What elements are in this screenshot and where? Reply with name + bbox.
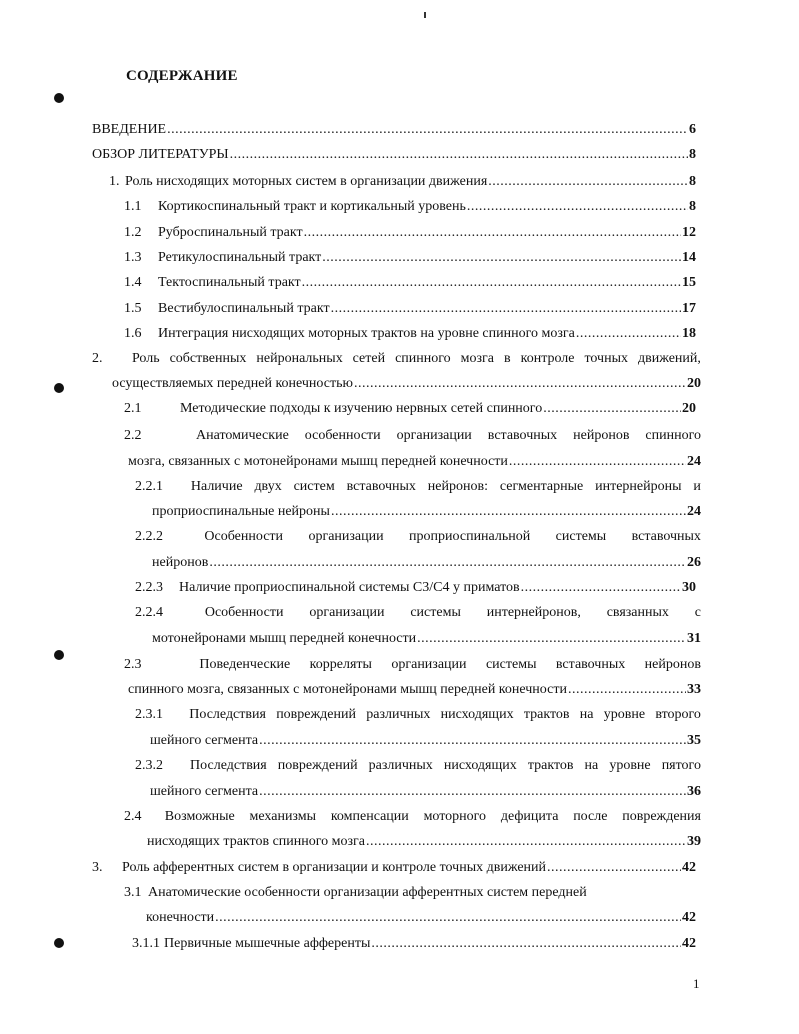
- toc-entry-continuation: [147, 832, 701, 852]
- toc-entry: [124, 223, 696, 243]
- toc-entry-line: [124, 655, 701, 675]
- toc-entry-title: Методические подходы к изучению нервных сетей спинного: [180, 401, 543, 416]
- toc-entry-number: 1.4: [124, 275, 142, 290]
- toc-entry-title: Первичные мышечные афференты: [164, 936, 371, 951]
- toc-entry-word: Особенности: [204, 605, 284, 620]
- toc-entry-page: 6: [689, 122, 696, 137]
- toc-entry-title: шейного сегмента: [150, 733, 259, 748]
- toc-entry-title: осуществляемых передней конечностью: [112, 376, 353, 391]
- toc-entry-number: 2.2.3: [135, 580, 163, 595]
- leader-dots: [167, 120, 688, 140]
- toc-entry-word: Наличие: [190, 479, 243, 494]
- toc-entry-page: 24: [687, 454, 701, 469]
- leader-dots: [568, 680, 686, 700]
- toc-entry-page: 12: [682, 225, 696, 240]
- toc-entry-word: организации: [391, 657, 467, 672]
- leader-dots: [467, 197, 688, 217]
- punch-hole-mark: [54, 938, 64, 948]
- toc-entry-line: [135, 603, 701, 623]
- toc-entry-page: 42: [682, 860, 696, 875]
- toc-entry-continuation: [146, 908, 696, 928]
- toc-entry-word: вставочных: [631, 529, 701, 544]
- toc-entry-word: второго: [655, 707, 701, 722]
- toc-entry-page: 15: [682, 275, 696, 290]
- toc-entry-number: 2.2.2: [135, 529, 163, 544]
- toc-entry-page: 20: [687, 376, 701, 391]
- toc-entry-line: [124, 883, 622, 903]
- leader-dots: [354, 374, 686, 394]
- toc-entry-page: 8: [689, 174, 696, 189]
- toc-entry-title: нисходящих трактов спинного мозга: [147, 834, 365, 849]
- toc-entry-word: вставочных: [555, 657, 626, 672]
- toc-entry-title: Наличие проприоспинальной системы C3/C4 у приматов: [179, 580, 520, 595]
- toc-entry-word: нисходящих: [443, 758, 517, 773]
- toc-entry-title: Ретикулоспинальный тракт: [158, 250, 322, 265]
- toc-entry-word: системы: [555, 529, 607, 544]
- toc-entry-word: Возможные: [164, 809, 235, 824]
- toc-entry-number: 2.4: [124, 809, 142, 824]
- leader-dots: [322, 248, 681, 268]
- toc-entry-page: 42: [682, 910, 696, 925]
- toc-entry-word: вставочных: [346, 479, 416, 494]
- toc-entry-word: точных: [584, 351, 628, 366]
- toc-entry-page: 8: [689, 199, 696, 214]
- toc-entry-title: ОБЗОР ЛИТЕРАТУРЫ: [92, 147, 229, 162]
- toc-entry-word: мозга: [460, 351, 495, 366]
- toc-entry-word: Роль: [131, 351, 160, 366]
- toc-entry-word: с: [694, 605, 701, 620]
- toc-entry-title: шейного сегмента: [150, 784, 259, 799]
- toc-entry-word: и: [693, 479, 701, 494]
- toc-entry-word: собственных: [169, 351, 247, 366]
- toc-entry-word: Последствия: [190, 758, 267, 773]
- toc-entry-word: нейронов: [573, 428, 630, 443]
- leader-dots: [417, 629, 686, 649]
- toc-entry-line: [124, 426, 701, 446]
- toc-entry-word: нейронов:: [427, 479, 488, 494]
- toc-entry: [124, 273, 696, 293]
- toc-entry-word: системы: [485, 657, 537, 672]
- toc-entry-line: [135, 477, 701, 497]
- toc-entry-number: 2.3.1: [135, 707, 163, 722]
- toc-entry-number: 1.: [109, 174, 120, 189]
- toc-entry-number: 1.6: [124, 326, 142, 341]
- toc-entry-word: организации: [308, 529, 384, 544]
- toc-entry-word: движений,: [637, 351, 701, 366]
- toc-entry-number: 3.: [92, 860, 103, 875]
- leader-dots: [259, 731, 686, 751]
- toc-entry-word: уровне: [609, 758, 651, 773]
- toc-entry-word: повреждений: [277, 758, 358, 773]
- toc-entry-number: 2.3.2: [135, 758, 163, 773]
- toc-entry-word: спинного: [645, 428, 701, 443]
- toc-entry-word: повреждения: [622, 809, 701, 824]
- toc-entry-page: 20: [682, 401, 696, 416]
- toc-entry: [124, 248, 696, 268]
- toc-entry-word: организации: [396, 428, 472, 443]
- toc-entry-page: 31: [687, 631, 701, 646]
- toc-entry-word: компенсации: [330, 809, 409, 824]
- toc-entry-title: нейронов: [152, 555, 209, 570]
- toc-entry-continuation: [150, 782, 701, 802]
- toc-entry-title: мотонейронами мышц передней конечности: [152, 631, 417, 646]
- toc-entry-word: связанных: [606, 605, 669, 620]
- toc-entry-word: контроле: [520, 351, 575, 366]
- toc-entry-title: ВВЕДЕНИЕ: [92, 122, 167, 137]
- toc-entry-number: 3.1.1: [132, 936, 160, 951]
- leader-dots: [371, 934, 681, 954]
- toc-entry: [92, 858, 696, 878]
- toc-entry-number: 2.1: [124, 401, 142, 416]
- toc-entry-word: интернейроны: [595, 479, 682, 494]
- leader-dots: [543, 399, 681, 419]
- toc-entry-word: моторного: [423, 809, 487, 824]
- toc-entry-line: [135, 527, 701, 547]
- punch-hole-mark: [54, 650, 64, 660]
- toc-entry-word: механизмы: [249, 809, 317, 824]
- leader-dots: [259, 782, 686, 802]
- toc-entry-title: спинного мозга, связанных с мотонейронами мышц передней конечности: [128, 682, 567, 697]
- leader-dots: [576, 324, 681, 344]
- leader-dots: [547, 858, 681, 878]
- toc-entry-word: пятого: [661, 758, 701, 773]
- toc-entry-number: 2.: [92, 351, 103, 366]
- toc-entry: [124, 197, 696, 217]
- toc-entry-page: 35: [687, 733, 701, 748]
- toc-entry-word: вставочных: [487, 428, 558, 443]
- toc-entry-number: 2.2.1: [135, 479, 163, 494]
- toc-entry-line: [135, 705, 701, 725]
- toc-entry-page: 8: [689, 147, 696, 162]
- toc-entry-word: после: [573, 809, 608, 824]
- toc-entry-page: 36: [687, 784, 701, 799]
- leader-dots: [331, 502, 686, 522]
- leader-dots: [215, 908, 681, 928]
- toc-entry: [132, 934, 696, 954]
- toc-entry-word: Особенности: [204, 529, 284, 544]
- punch-hole-mark: [54, 93, 64, 103]
- toc-entry-continuation: [128, 452, 701, 472]
- toc-entry-title: Роль нисходящих моторных систем в организации движения: [125, 174, 488, 189]
- toc-entry-number: 2.3: [124, 657, 142, 672]
- toc-entry-word: спинного: [395, 351, 451, 366]
- punch-hole-mark: [54, 383, 64, 393]
- toc-entry-line: [92, 349, 701, 369]
- toc-entry-word: различных: [368, 758, 433, 773]
- toc-entry-word: повреждений: [276, 707, 356, 722]
- toc-entry-word: систем: [293, 479, 335, 494]
- toc-entry-title: Вестибулоспинальный тракт: [158, 301, 330, 316]
- toc-entry-word: в: [504, 351, 511, 366]
- toc-entry-page: 39: [687, 834, 701, 849]
- toc-entry-number: 1.2: [124, 225, 142, 240]
- toc-entry-word: уровне: [603, 707, 646, 722]
- toc-entry-word: нисходящих: [440, 707, 514, 722]
- toc-entry-continuation: [152, 502, 701, 522]
- leader-dots: [521, 578, 681, 598]
- toc-entry-title: мозга, связанных с мотонейронами мышц передней конечности: [128, 454, 508, 469]
- leader-dots: [366, 832, 686, 852]
- scan-speck: [424, 12, 426, 18]
- toc-entry-word: нейрональных: [256, 351, 343, 366]
- leader-dots: [230, 145, 688, 165]
- toc-entry-word: Поведенческие: [199, 657, 291, 672]
- toc-entry-word: трактов: [523, 707, 570, 722]
- toc-entry-line: [135, 756, 701, 776]
- toc-entry-word: проприоспинальной: [409, 529, 531, 544]
- toc-entry-page: 42: [682, 936, 696, 951]
- toc-entry: [92, 145, 696, 165]
- toc-entry-title: Роль афферентных систем в организации и контроле точных движений: [122, 860, 547, 875]
- toc-entry-line: [124, 807, 701, 827]
- toc-entry-title: Руброспинальный тракт: [158, 225, 303, 240]
- toc-entry-word: сегментарные: [499, 479, 584, 494]
- toc-entry-word: системы: [410, 605, 461, 620]
- leader-dots: [509, 452, 686, 472]
- toc-entry-page: 24: [687, 504, 701, 519]
- toc-entry-word: трактов: [527, 758, 574, 773]
- toc-entry: [92, 120, 696, 140]
- toc-entry-word: особенности: [304, 428, 381, 443]
- toc-entry-word: интернейронов,: [486, 605, 581, 620]
- toc-entry-continuation: [112, 374, 701, 394]
- toc-entry-word: на: [584, 758, 599, 773]
- toc-entry-title: Кортикоспинальный тракт и кортикальный уровень: [158, 199, 466, 214]
- toc-entry-continuation: [152, 553, 701, 573]
- toc-entry-word: различных: [366, 707, 431, 722]
- toc-entry: [124, 324, 696, 344]
- toc-entry-page: 33: [687, 682, 701, 697]
- toc-entry-title: Интеграция нисходящих моторных трактов на уровне спинного мозга: [158, 326, 575, 341]
- toc-entry-page: 30: [682, 580, 696, 595]
- toc-entry-word: нейронов: [644, 657, 701, 672]
- toc-entry-word: на: [579, 707, 594, 722]
- toc-entry-number: 1.1: [124, 199, 142, 214]
- toc-entry-number: 3.1: [124, 885, 142, 900]
- leader-dots: [488, 172, 688, 192]
- toc-entry-title: конечности: [146, 910, 215, 925]
- toc-entry-word: Последствия: [189, 707, 266, 722]
- toc-entry-page: 17: [682, 301, 696, 316]
- page-number: 1: [693, 976, 700, 991]
- toc-entry-continuation: [150, 731, 701, 751]
- toc-entry-number: 2.2: [124, 428, 142, 443]
- toc-entry-word: Анатомические: [195, 428, 289, 443]
- toc-entry-page: 26: [687, 555, 701, 570]
- toc-entry: [109, 172, 696, 192]
- leader-dots: [331, 299, 681, 319]
- toc-entry-number: 1.3: [124, 250, 142, 265]
- leader-dots: [304, 223, 681, 243]
- leader-dots: [302, 273, 681, 293]
- leader-dots: [209, 553, 686, 573]
- toc-entry-word: корреляты: [309, 657, 372, 672]
- toc-entry-word: организации: [309, 605, 385, 620]
- toc-entry-number: 2.2.4: [135, 605, 163, 620]
- toc-entry: [135, 578, 696, 598]
- toc-entry: [124, 299, 696, 319]
- toc-entry-number: 1.5: [124, 301, 142, 316]
- toc-entry-continuation: [128, 680, 701, 700]
- toc-entry-word: двух: [254, 479, 282, 494]
- toc-entry: [124, 399, 696, 419]
- toc-entry-continuation: [152, 629, 701, 649]
- toc-entry-word: сетей: [352, 351, 386, 366]
- toc-entry-word: дефицита: [500, 809, 559, 824]
- page-title: СОДЕРЖАНИЕ: [126, 68, 238, 84]
- toc-entry-page: 14: [682, 250, 696, 265]
- toc-entry-title: Тектоспинальный тракт: [158, 275, 301, 290]
- toc-entry-title: Анатомические особенности организации афферентных систем передней: [148, 885, 587, 900]
- toc-entry-page: 18: [682, 326, 696, 341]
- toc-entry-title: проприоспинальные нейроны: [152, 504, 330, 519]
